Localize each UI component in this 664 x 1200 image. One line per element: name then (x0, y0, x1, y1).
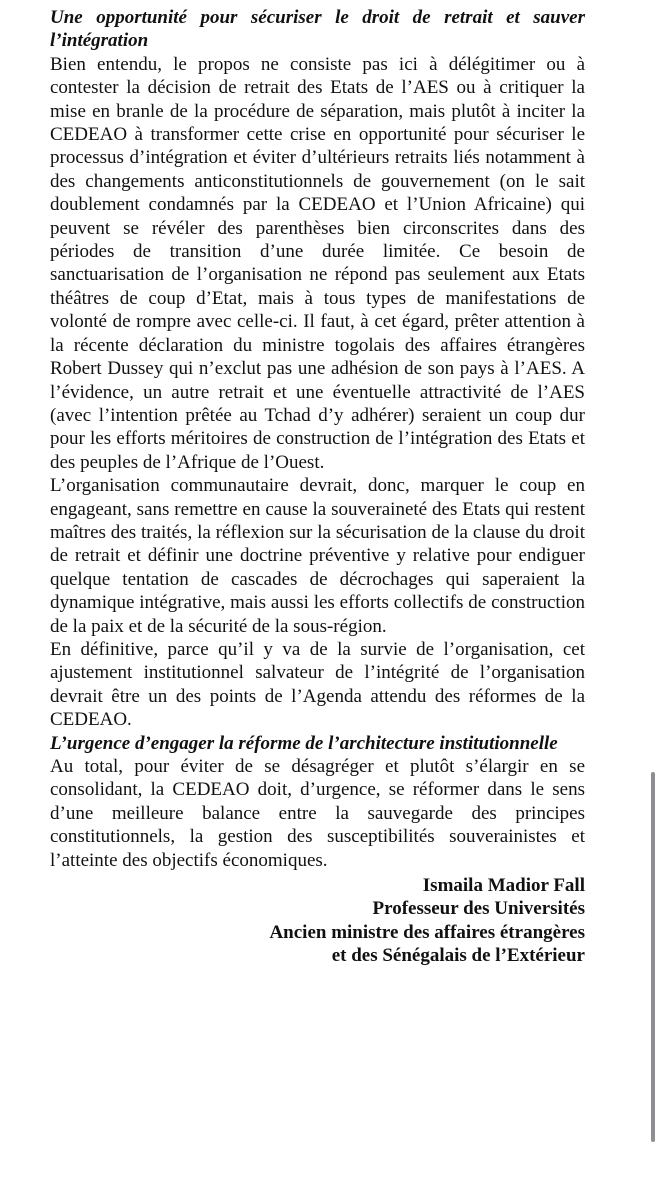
paragraph: Au total, pour éviter de se désagréger et plutôt s’élargir en se consolidant, la CEDEAO doit, d’urgence, se réformer dans le sens d’une meilleure balance entre la sauvegarde des principes constitutionnels, la gestion des susceptibilités souverainistes et l’atteinte des objectifs économiques. (50, 756, 585, 871)
vertical-scrollbar[interactable] (651, 772, 655, 1142)
author-role-line-1: Ancien ministre des affaires étrangères (269, 921, 585, 943)
section-heading-opportunity: Une opportunité pour sécuriser le droit de retrait et sauver l’intégration (50, 7, 585, 52)
paragraph: L’organisation communautaire devrait, donc, marquer le coup en engageant, sans remettre en cause la souveraineté des Etats qui restent maîtres des traités, la réflexion sur la sécurisation de la clause du droit de retrait et définir une doctrine préventive y relative pour endiguer quelque tentation de cascades de décrochages qui saperaient la dynamique intégrative, mais aussi les efforts collectifs de construction de la paix et de la sécurité de la sous-région. (50, 475, 585, 637)
paragraph: En définitive, parce qu’il y va de la survie de l’organisation, cet ajustement institutionnel salvateur de l’intégrité de l’organisation devrait être un des points de l’Agenda attendu des réformes de la CEDEAO. (50, 638, 585, 731)
author-name: Ismaila Madior Fall (422, 875, 585, 897)
section-heading-urgency: L’urgence d’engager la réforme de l’architecture institutionnelle (50, 732, 558, 754)
article-body (50, 6, 585, 968)
author-title: Professeur des Universités (372, 898, 585, 920)
author-signature-block (50, 874, 585, 968)
author-role-line-2: et des Sénégalais de l’Extérieur (331, 945, 585, 967)
paragraph: Bien entendu, le propos ne consiste pas ici à délégitimer ou à contester la décision de retrait des Etats de l’AES ou à critiquer la mise en branle de la procédure de séparation, mais plutôt à inciter la CEDEAO à transformer cette crise en opportunité pour sécuriser le processus d’intégration et éviter d’ultérieurs retraits liés notamment à des changements anticonstitutionnels de gouvernement (on le sait doublement condamnés par la CEDEAO et l’Union Africaine) qui peuvent se révéler des parenthèses bien circonscrites dans des périodes de transition d’une durée limitée. Ce besoin de sanctuarisation de l’organisation ne répond pas seulement aux Etats théâtres de coup d’Etat, mais à tous types de manifestations de volonté de rompre avec celle-ci. Il faut, à cet égard, prêter attention à la récente déclaration du ministre togolais des affaires étrangères Robert Dussey qui n’exclut pas une adhésion de son pays à l’AES. A l’évidence, un autre retrait et une éventuelle attractivité de l’AES (avec l’intention prêtée au Tchad d’y adhérer) seraient un coup dur pour les efforts méritoires de construction de l’intégration des Etats et des peuples de l’Afrique de l’Ouest. (50, 53, 585, 473)
